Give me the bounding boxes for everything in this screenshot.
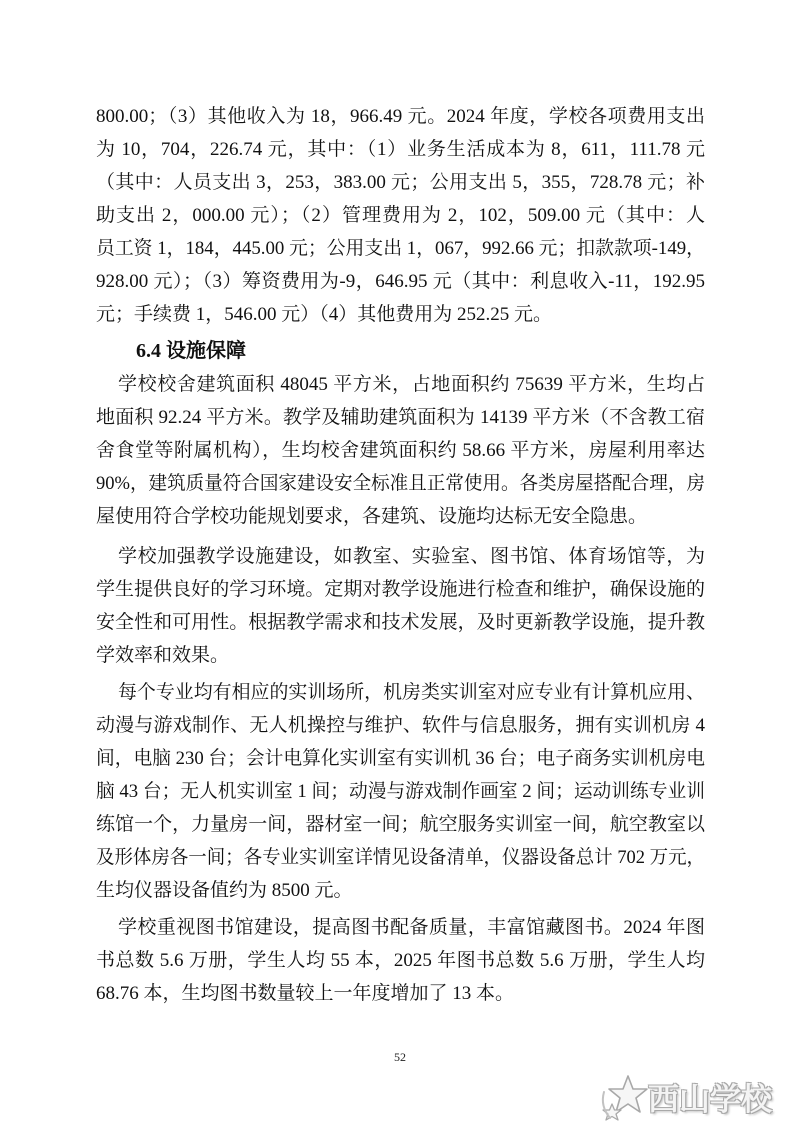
paragraph-line: 学校重视图书馆建设，提高图书配备质量，丰富馆藏图书。2024 年图	[118, 917, 705, 938]
paragraph-line: 安全性和可用性。根据教学需求和技术发展，及时更新教学设施，提升教	[96, 612, 705, 633]
paragraph-line: 学效率和效果。	[96, 645, 230, 666]
paragraph-line: 动漫与游戏制作、无人机操控与维护、软件与信息服务，拥有实训机房 4	[96, 715, 705, 736]
paragraph-building-area	[96, 368, 705, 533]
paragraph-library	[96, 911, 705, 1010]
paragraph-teaching-facilities	[96, 540, 705, 672]
paragraph-line: 舍食堂等附属机构），生均校舍建筑面积约 58.66 平方米，房屋利用率达	[96, 440, 705, 461]
paragraph-line: 学校校舍建筑面积 48045 平方米，占地面积约 75639 平方米，生均占	[118, 374, 705, 395]
watermark-logo	[598, 1072, 780, 1126]
paragraph-training-rooms	[96, 676, 705, 907]
paragraph-line: 屋使用符合学校功能规划要求，各建筑、设施均达标无安全隐患。	[96, 506, 648, 527]
paragraph-line: 800.00；（3）其他收入为 18，966.49 元。2024 年度，学校各项费用支出	[96, 106, 705, 127]
paragraph-line: 地面积 92.24 平方米。教学及辅助建筑面积为 14139 平方米（不含教工宿	[96, 407, 705, 428]
paragraph-line: 90%，建筑质量符合国家建设安全标准且正常使用。各类房屋搭配合理，房	[96, 473, 705, 494]
paragraph-line: 脑 43 台；无人机实训室 1 间；动漫与游戏制作画室 2 间；运动训练专业训	[96, 781, 705, 802]
section-heading: 6.4 设施保障	[136, 340, 246, 362]
intro-paragraph	[96, 100, 705, 331]
paragraph-line: 间，电脑 230 台；会计电算化实训室有实训机 36 台；电子商务实训机房电	[96, 748, 705, 769]
paragraph-line: 68.76 本，生均图书数量较上一年度增加了 13 本。	[96, 983, 515, 1004]
paragraph-line: 学生提供良好的学习环境。定期对教学设施进行检查和维护，确保设施的	[96, 579, 705, 600]
paragraph-line: 助支出 2，000.00 元）；（2）管理费用为 2，102，509.00 元（其中：人	[96, 205, 705, 226]
paragraph-line: 书总数 5.6 万册，学生人均 55 本，2025 年图书总数 5.6 万册，学生人均	[96, 950, 705, 971]
paragraph-line: 生均仪器设备值约为 8500 元。	[96, 880, 353, 901]
paragraph-line: 学校加强教学设施建设，如教室、实验室、图书馆、体育场馆等，为	[118, 546, 705, 567]
paragraph-line: 928.00 元）；（3）筹资费用为-9，646.95 元（其中：利息收入-11，192.95	[96, 271, 705, 292]
paragraph-line: 为 10，704，226.74 元，其中：（1）业务生活成本为 8，611，111.78 元	[96, 139, 705, 160]
document-body	[96, 100, 705, 1010]
paragraph-line: 及形体房各一间；各专业实训室详情见设备清单，仪器设备总计 702 万元，	[96, 847, 705, 868]
paragraph-line: 员工资 1，184，445.00 元；公用支出 1，067，992.66 元；扣款款项-149，	[96, 238, 705, 259]
star-logo-icon	[598, 1072, 654, 1126]
paragraph-line: （其中：人员支出 3，253，383.00 元；公用支出 5，355，728.78 元；补	[96, 172, 705, 193]
paragraph-line: 元；手续费 1，546.00 元）（4）其他费用为 252.25 元。	[96, 304, 553, 325]
page-number: 52	[394, 1050, 406, 1064]
logo-text: 西山学校	[648, 1082, 772, 1118]
paragraph-line: 练馆一个，力量房一间，器材室一间；航空服务实训室一间，航空教室以	[96, 814, 705, 835]
paragraph-line: 每个专业均有相应的实训场所，机房类实训室对应专业有计算机应用、	[118, 682, 705, 703]
